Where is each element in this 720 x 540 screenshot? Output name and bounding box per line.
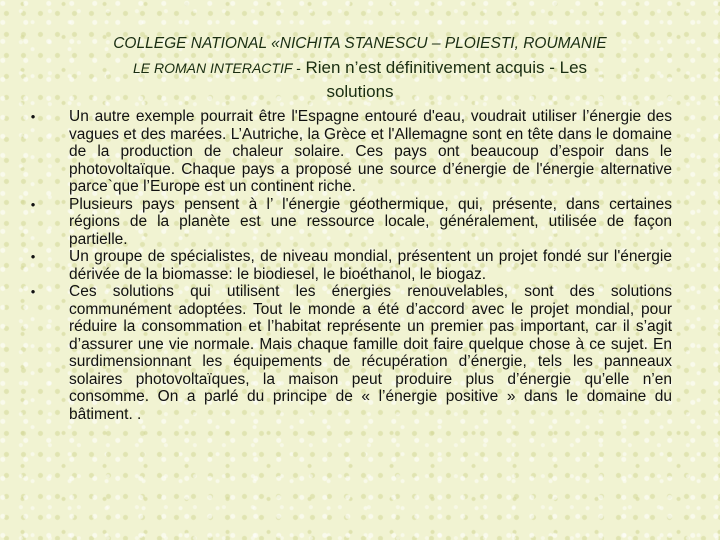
school-name: COLLEGE NATIONAL «NICHITA STANESCU – PLOIESTI, ROUMANIE	[113, 35, 607, 52]
list-item	[28, 283, 672, 423]
slide-title	[40, 34, 680, 103]
title-continuation: solutions	[326, 82, 394, 101]
list-item	[28, 196, 672, 249]
bullet-list	[28, 108, 672, 423]
bullet-text: Un autre exemple pourrait être l'Espagne entouré d'eau, voudrait utiliser l’énergie des vagues et des marées. L’Autriche, la Grèce et l'Allemagne sont en tête dans le domaine de la production de chaleur solaire. Ces pays ont beaucoup d’espoir dans le photovoltaïque. Chaque pays a proposé une source d’énergie de l'énergie alternative parce`que l’Europe est un continent riche.	[69, 108, 672, 195]
bullet-icon: •	[30, 196, 36, 212]
title-line	[40, 56, 680, 81]
bullet-text: Ces solutions qui utilisent les énergies renouvelables, sont des solutions communément adoptées. Tout le monde a été d’accord avec le projet mondial, pour réduire la consommation et l’habitat représente un premier pas important, car il s’agit d’assurer une vie normale. Mais chaque famille doit faire quelque chose à ce sujet. En surdimensionnant les équipements de récupération d’énergie, tels les panneaux solaires photovoltaïques, la maison peut produire plus d’énergie qu’elle n’en consomme. On a parlé du principe de « l’énergie positive » dans le domaine du bâtiment. .	[69, 283, 672, 423]
list-item	[28, 248, 672, 283]
list-item	[28, 108, 672, 196]
bullet-icon: •	[30, 284, 36, 299]
bullet-text: Un groupe de spécialistes, de niveau mondial, présentent un projet fondé sur l'énergie dérivée de la biomasse: le biodiesel, le bioéthanol, le biogaz.	[69, 248, 672, 283]
project-name: LE ROMAN INTERACTIF -	[132, 60, 301, 76]
bullet-icon: •	[30, 109, 36, 124]
title-text: Rien n’est définitivement acquis - Les	[300, 58, 588, 77]
bullet-icon: •	[30, 249, 36, 264]
bullet-text: Plusieurs pays pensent à l’ l'énergie géothermique, qui, présente, dans certaines régions de la planète est une ressource locale, généralement, utilisée de façon partielle.	[69, 195, 672, 248]
